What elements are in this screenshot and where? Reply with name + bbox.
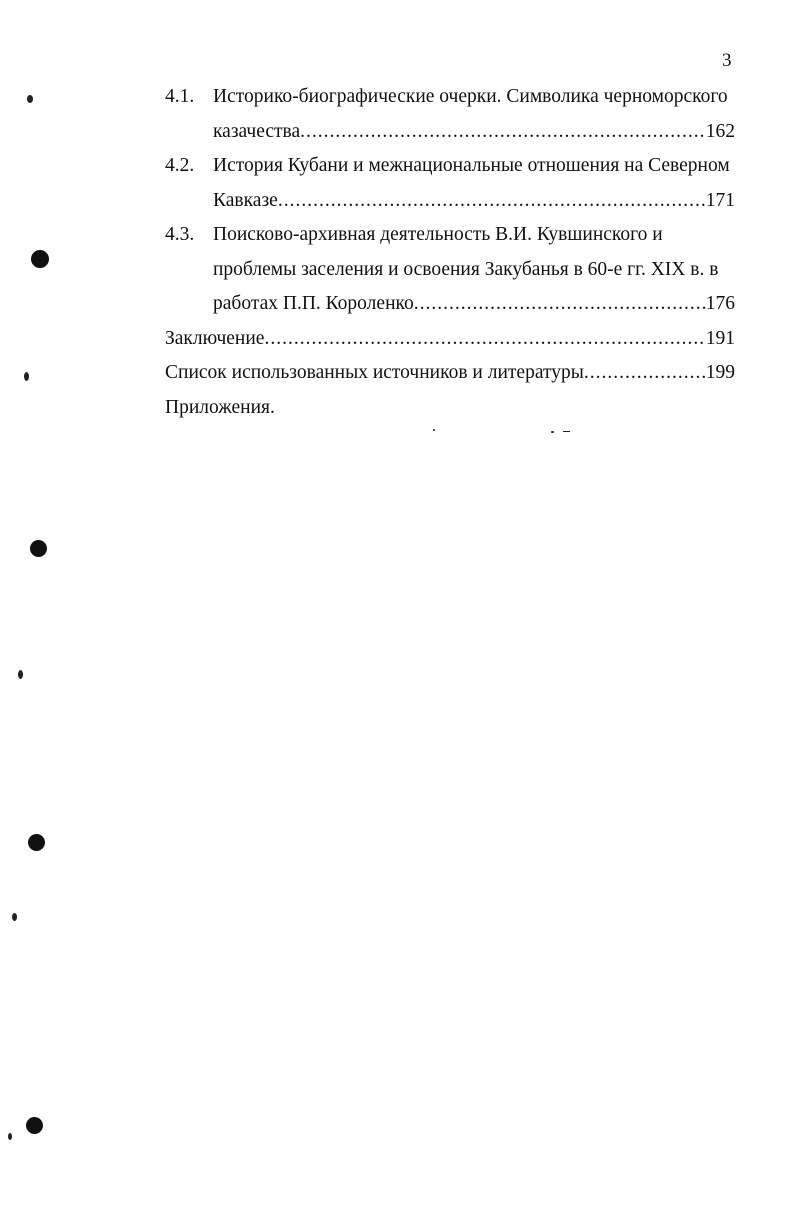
toc-page-number: 171 (705, 189, 735, 211)
toc-entry-title-line: проблемы заселения и освоения Закубанья в 60-е гг. XIX в. в (213, 258, 719, 280)
binder-hole (28, 834, 45, 851)
dot-leader (414, 287, 706, 322)
toc-entry-number: 4.1. (165, 86, 195, 107)
toc-page-number: 199 (705, 362, 735, 383)
toc-entry-number: 4.3. (165, 224, 195, 245)
scan-speck (433, 429, 435, 431)
scan-speck (24, 372, 29, 381)
dot-leader (584, 356, 706, 391)
toc-entry-title-line: История Кубани и межнациональные отношения на Северном (213, 155, 730, 176)
binder-hole (31, 250, 49, 268)
toc-page-number: 162 (705, 120, 735, 142)
scan-speck (8, 1133, 12, 1140)
dot-leader (278, 184, 706, 219)
scan-speck (563, 431, 570, 432)
toc-entry-title-line: казачества (213, 120, 301, 142)
toc-entry-4-1 (165, 80, 735, 149)
toc-entry-title: Список использованных источников и литературы (165, 362, 584, 383)
scan-speck (551, 431, 554, 433)
scan-speck (18, 670, 23, 679)
toc-page-number: 191 (705, 327, 735, 349)
page-number: 3 (722, 50, 732, 71)
toc-entry-title: Приложения. (165, 396, 275, 418)
toc-entry-title: Заключение (165, 327, 265, 349)
toc-entry-title-line: работах П.П. Короленко (213, 293, 414, 314)
toc-entry-4-2 (165, 149, 735, 218)
scan-speck (12, 913, 17, 921)
toc-entry-number: 4.2. (165, 155, 195, 176)
dot-leader (264, 322, 705, 357)
dot-leader (300, 115, 706, 150)
binder-hole (30, 540, 47, 557)
toc-entry-4-3 (165, 218, 735, 322)
toc-entry-conclusion (165, 322, 735, 357)
binder-hole (26, 1117, 43, 1134)
toc-entry-title-line: Историко-биографические очерки. Символика черноморского (213, 86, 728, 107)
toc-entry-appendices (165, 391, 735, 426)
scan-speck (27, 95, 33, 103)
toc-entry-references (165, 356, 735, 391)
toc-entry-title-line: Поисково-архивная деятельность В.И. Кувшинского и (213, 224, 663, 245)
toc-entry-title-line: Кавказе (213, 189, 278, 211)
table-of-contents (165, 80, 735, 425)
toc-page-number: 176 (705, 293, 735, 314)
